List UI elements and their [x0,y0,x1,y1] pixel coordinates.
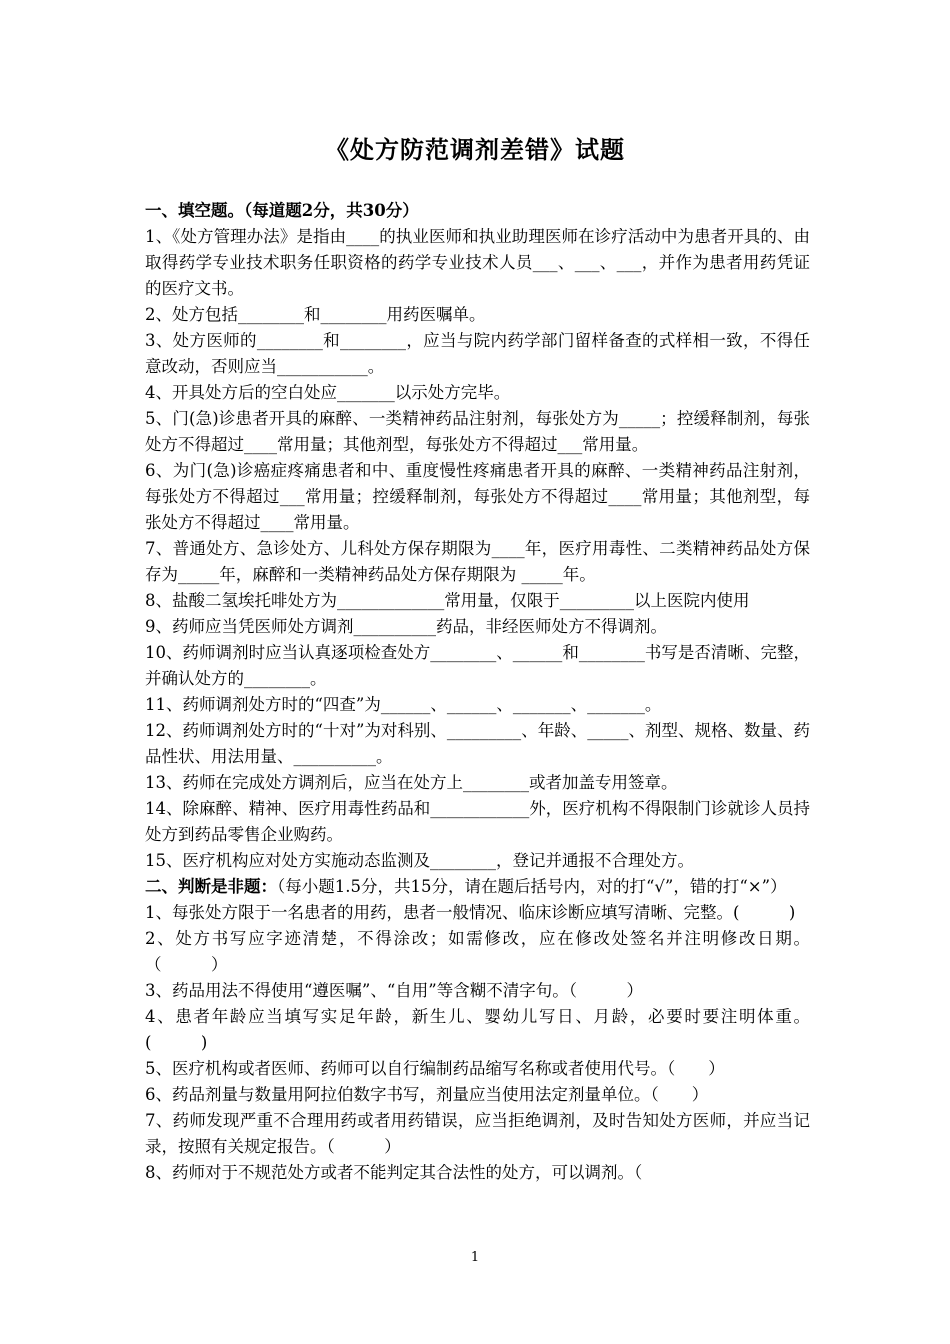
true-false-item-4: 4、患者年龄应当填写实足年龄，新生儿、婴幼儿写日、月龄，必要时要注明体重。( ) [145,1007,810,1052]
fill-blank-item-5: 5、门(急)诊患者开具的麻醉、一类精神药品注射剂，每张处方为_____；控缓释制剂，每张处方不得超过____常用量；其他剂型，每张处方不得超过___常用量。 [145,409,810,454]
document-title: 《处方防范调剂差错》试题 [325,135,625,164]
page-number: 1 [470,1250,480,1265]
true-false-item-3: 3、药品用法不得使用“遵医嘱”、“自用”等含糊不清字句。（ ） [145,981,643,1000]
section-2-heading [145,874,810,900]
fill-blank-item-8: 8、盐酸二氢埃托啡处方为_____________常用量，仅限于_________以上医院内使用 [145,591,750,610]
section-1-heading: 一、填空题。（每道题2分，共30分） [145,201,419,220]
fill-blank-item-11: 11、药师调剂处方时的“四查”为______、______、_______、_______。 [145,695,662,714]
document-body [145,198,810,1186]
fill-blank-item-12: 12、药师调剂处方时的“十对”为对科别、_________、年龄、_____、剂型、规格、数量、药品性状、用法用量、__________。 [145,721,810,766]
section-2-heading-bold: 二、判断是非题： [145,877,277,896]
fill-blank-item-1: 1、《处方管理办法》是指由____的执业医师和执业助理医师在诊疗活动中为患者开具的、由取得药学专业技术职务任职资格的药学专业技术人员___、___、___，并作为患者用药凭证的医疗文书。 [145,227,810,298]
fill-blank-item-6: 6、为门(急)诊癌症疼痛患者和中、重度慢性疼痛患者开具的麻醉、一类精神药品注射剂，每张处方不得超过___常用量；控缓释制剂，每张处方不得超过____常用量；其他剂型，每张处方不得超过____常用量。 [145,461,810,532]
fill-blank-item-2: 2、处方包括________和________用药医嘱单。 [145,305,486,324]
fill-blank-item-3: 3、处方医师的________和________，应当与院内药学部门留样备查的式样相一致，不得任意改动，否则应当___________。 [145,331,810,376]
fill-blank-item-9: 9、药师应当凭医师处方调剂__________药品，非经医师处方不得调剂。 [145,617,667,636]
true-false-item-5: 5、医疗机构或者医师、药师可以自行编制药品缩写名称或者使用代号。（ ） [145,1059,725,1078]
true-false-item-6: 6、药品剂量与数量用阿拉伯数字书写，剂量应当使用法定剂量单位。（ ） [145,1085,709,1104]
true-false-item-7: 7、药师发现严重不合理用药或者用药错误，应当拒绝调剂，及时告知处方医师，并应当记录，按照有关规定报告。（ ） [145,1111,810,1156]
fill-blank-item-13: 13、药师在完成处方调剂后，应当在处方上________或者加盖专用签章。 [145,773,678,792]
section-2-heading-instructions: （每小题1.5分，共15分，请在题后括号内，对的打“√”，错的打“×”） [277,877,787,896]
fill-blank-item-7: 7、普通处方、急诊处方、儿科处方保存期限为____年，医疗用毒性、二类精神药品处方保存为_____年，麻醉和一类精神药品处方保存期限为 _____年。 [145,539,810,584]
fill-blank-item-14: 14、除麻醉、精神、医疗用毒性药品和____________外，医疗机构不得限制门诊就诊人员持处方到药品零售企业购药。 [145,799,810,844]
fill-blank-item-4: 4、开具处方后的空白处应_______以示处方完毕。 [145,383,511,402]
fill-blank-item-15: 15、医疗机构应对处方实施动态监测及________，登记并通报不合理处方。 [145,851,694,870]
true-false-item-2: 2、处方书写应字迹清楚，不得涂改；如需修改，应在修改处签名并注明修改日期。（ ） [145,929,810,974]
true-false-item-1: 1、每张处方限于一名患者的用药，患者一般情况、临床诊断应填写清晰、完整。( ) [145,903,796,922]
fill-blank-item-10: 10、药师调剂时应当认真逐项检查处方________、______和________书写是否清晰、完整，并确认处方的________。 [145,643,810,688]
true-false-item-8: 8、药师对于不规范处方或者不能判定其合法性的处方，可以调剂。（ [145,1163,643,1182]
